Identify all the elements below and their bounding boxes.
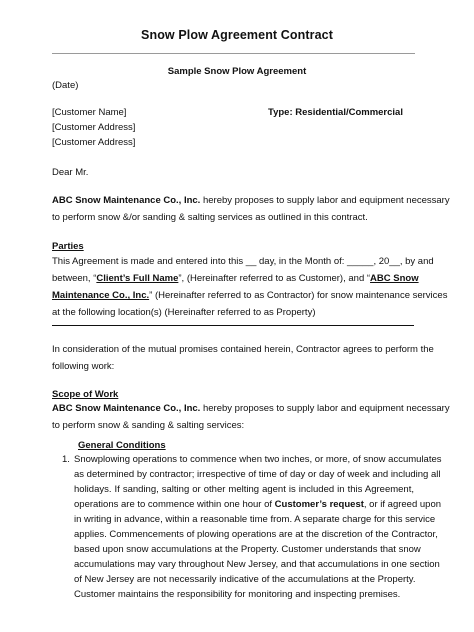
parties-line-2 <box>52 271 419 288</box>
condition-text: operations are to commence within one hour of <box>74 499 275 510</box>
condition-line-6: applies. Commencements of plowing operations are at the discretion of the Contractor, <box>74 529 438 540</box>
salutation: Dear Mr. <box>52 167 89 178</box>
customer-address-2: [Customer Address] <box>52 137 136 148</box>
parties-heading: Parties <box>52 241 84 252</box>
parties-text: between, “ <box>52 273 97 284</box>
parties-line-1: This Agreement is made and entered into this __ day, in the Month of: _____, 20__, by and <box>52 256 434 267</box>
condition-line-10: Customer maintains the responsibility for monitoring and inspecting premises. <box>74 589 401 600</box>
condition-line-9: of New Jersey are not necessarily indicative of the accumulations at the Property. <box>74 574 416 585</box>
contractor-name-part-1: ABC Snow <box>370 273 419 284</box>
condition-line-3: holidays. If sanding, salting or other melting agent is included in this Agreement, <box>74 484 414 495</box>
scope-text: hereby proposes to supply labor and equipment necessary <box>200 403 450 414</box>
parties-line-3 <box>52 288 448 305</box>
document-subtitle: Sample Snow Plow Agreement <box>167 66 307 77</box>
contractor-name-part-2: Maintenance Co., Inc. <box>52 290 150 301</box>
title-divider <box>52 53 415 54</box>
condition-line-1: Snowplowing operations to commence when two inches, or more, of snow accumulates <box>74 454 442 465</box>
client-name-placeholder: Client’s Full Name <box>96 273 179 284</box>
consideration-line-2: following work: <box>52 361 115 372</box>
condition-text: , or if agreed upon <box>363 499 442 510</box>
location-signature-line <box>52 325 414 326</box>
consideration-line-1: In consideration of the mutual promises contained herein, Contractor agrees to perform the <box>52 344 434 355</box>
scope-line-1 <box>52 401 450 418</box>
type-label: Type: Residential/Commercial <box>268 107 403 118</box>
condition-line-2: as determined by contractor; irrespective of time of day or day of week and including all <box>74 469 441 480</box>
intro-line-1 <box>52 193 450 210</box>
parties-text: ” (Hereinafter referred to as Contractor) for snow maintenance services <box>149 290 448 301</box>
scope-heading: Scope of Work <box>52 389 119 400</box>
intro-line-2: to perform snow &/or sanding & salting services as outlined in this contract. <box>52 212 368 223</box>
condition-line-8: accumulations may vary throughout New Jersey, and that accumulations in one section <box>74 559 440 570</box>
company-name: ABC Snow Maintenance Co., Inc. <box>52 195 201 206</box>
list-number: 1. <box>62 454 70 465</box>
condition-line-4 <box>74 498 442 512</box>
scope-line-2: to perform snow & sanding & salting services: <box>52 420 245 431</box>
parties-line-4: at the following location(s) (Hereinafter referred to as Property) <box>52 307 316 318</box>
general-conditions-heading: General Conditions <box>78 440 166 451</box>
customer-request-emphasis: Customer’s request <box>274 499 364 510</box>
intro-text: hereby proposes to supply labor and equipment necessary <box>200 195 450 206</box>
condition-line-7: based upon snow accumulations at the Property. Customer understands that snow <box>74 544 421 555</box>
document-title: Snow Plow Agreement Contract <box>141 28 333 42</box>
date-placeholder: (Date) <box>52 80 79 91</box>
customer-address-1: [Customer Address] <box>52 122 136 133</box>
parties-text: ”, (Hereinafter referred to as Customer), and “ <box>178 273 371 284</box>
customer-name: [Customer Name] <box>52 107 127 118</box>
condition-line-5: in writing in advance, within a reasonable time from. A separate charge for this service <box>74 514 436 525</box>
company-name: ABC Snow Maintenance Co., Inc. <box>52 403 201 414</box>
